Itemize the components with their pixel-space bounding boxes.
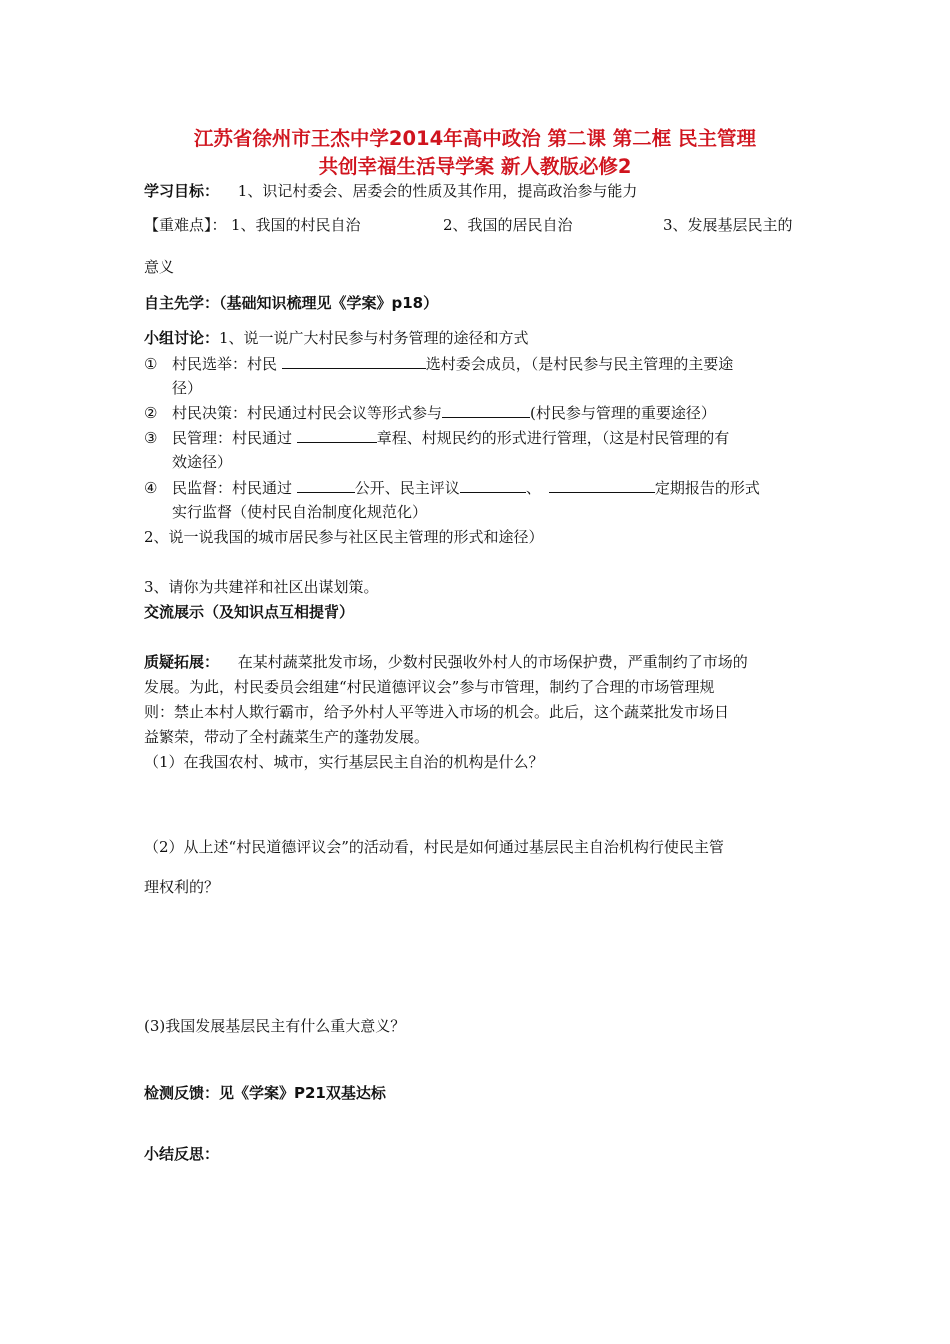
key-points-label: 【重难点】：: [144, 216, 227, 234]
fill-blank[interactable]: [442, 403, 530, 418]
group-item-3-cont: 效途径）: [172, 453, 233, 471]
group-q3: 3、请你为共建祥和社区出谋划策。: [144, 578, 379, 596]
group-item-1: ① 村民选举：村民 选村委会成员，（是村民参与民主管理的主要途: [144, 355, 734, 373]
expand-para-line1: 质疑拓展： 在某村蔬菜批发市场，少数村民强收外村人的市场保护费，严重制约了市场的: [144, 653, 748, 671]
summary: 小结反思：: [144, 1145, 220, 1163]
objectives: [144, 180, 637, 201]
key-point-3-cont: 意义: [144, 258, 175, 276]
feedback: 检测反馈：见《学案》P21双基达标: [144, 1084, 386, 1102]
expand-q2-line1: （2）从上述“村民道德评议会”的活动看，村民是如何通过基层民主自治机构行使民主管: [144, 838, 724, 856]
expand-q1: （1）在我国农村、城市，实行基层民主自治的机构是什么？: [144, 753, 544, 771]
group-label: 小组讨论：: [144, 329, 220, 347]
key-points: [144, 214, 227, 235]
fill-blank[interactable]: [297, 428, 377, 443]
fill-blank[interactable]: [297, 478, 355, 493]
group-item-4: ④ 民监督：村民通过 公开、民主评议 、 定期报告的形式: [144, 479, 760, 497]
group-item-3: ③ 民管理：村民通过 章程、村规民约的形式进行管理，（这是村民管理的有: [144, 429, 730, 447]
expand-q3: (3)我国发展基层民主有什么重大意义？: [144, 1017, 406, 1035]
expand-q2-line2: 理权利的？: [144, 878, 220, 896]
group-item-2: ② 村民决策：村民通过村民会议等形式参与 (村民参与管理的重要途径）: [144, 404, 716, 422]
key-point-1: 1、我国的村民自治: [231, 216, 361, 234]
fill-blank[interactable]: [549, 478, 655, 493]
group-discussion: [144, 327, 529, 348]
key-point-3: 3、发展基层民主的: [663, 216, 793, 234]
exchange-heading: 交流展示（及知识点互相提背）: [144, 603, 355, 621]
expand-para-line2: 发展。为此，村民委员会组建“村民道德评议会”参与市管理，制约了合理的市场管理规: [144, 678, 715, 696]
group-q1: 1、说一说广大村民参与村务管理的途径和方式: [219, 329, 529, 347]
group-q2: 2、说一说我国的城市居民参与社区民主管理的形式和途径）: [144, 528, 544, 546]
fill-blank[interactable]: [460, 478, 526, 493]
page-title-line1: 江苏省徐州市王杰中学2014年高中政治 第二课 第二框 民主管理: [193, 127, 757, 150]
group-item-4-cont: 实行监督（使村民自治制度化规范化）: [172, 503, 428, 521]
objectives-label: 学习目标：: [144, 182, 220, 200]
expand-para-line4: 益繁荣，带动了全村蔬菜生产的蓬勃发展。: [144, 728, 430, 746]
self-study: 自主先学：（基础知识梳理见《学案》p18）: [144, 294, 439, 312]
expand-para-line3: 则：禁止本村人欺行霸市，给予外村人平等进入市场的机会。此后，这个蔬菜批发市场日: [144, 703, 730, 721]
fill-blank[interactable]: [282, 354, 426, 369]
objectives-text: 1、识记村委会、居委会的性质及其作用，提高政治参与能力: [237, 182, 638, 200]
expand-label: 质疑拓展：: [144, 653, 220, 671]
group-item-1-cont: 径）: [172, 379, 203, 397]
page-title-line2: 共创幸福生活导学案 新人教版必修2: [318, 155, 632, 178]
key-point-2: 2、我国的居民自治: [443, 216, 573, 234]
